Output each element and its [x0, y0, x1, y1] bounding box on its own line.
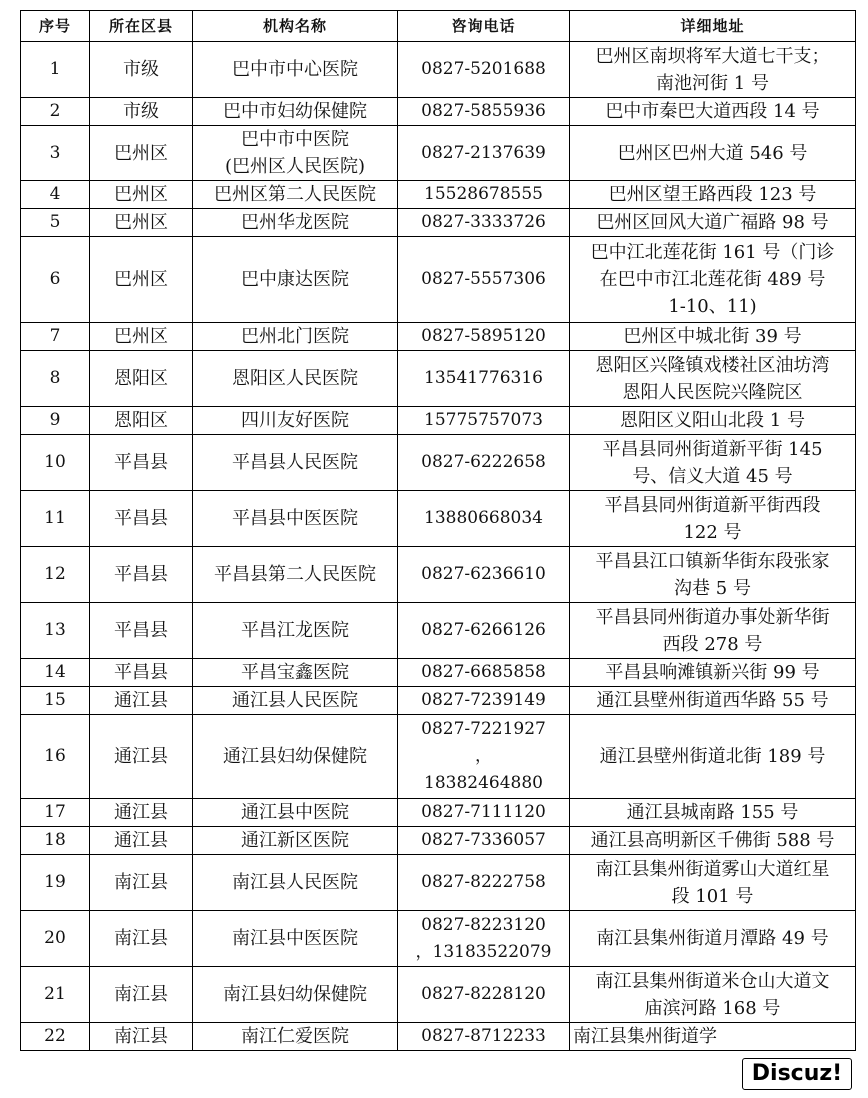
cell-name — [193, 967, 398, 1023]
cell-index: 10 — [21, 435, 90, 491]
cell-address — [570, 715, 856, 799]
cell-phone-line: 0827-5855936 — [421, 101, 546, 121]
cell-address-line: 在巴中市江北莲花街 489 号 — [599, 269, 826, 290]
cell-index: 11 — [21, 491, 90, 547]
cell-name-line: 通江县中医院 — [241, 802, 349, 823]
cell-name — [193, 1023, 398, 1051]
cell-name — [193, 687, 398, 715]
cell-name — [193, 855, 398, 911]
cell-index: 19 — [21, 855, 90, 911]
cell-index: 18 — [21, 827, 90, 855]
cell-district: 通江县 — [90, 827, 193, 855]
cell-name-line: 巴中市中心医院 — [232, 59, 358, 80]
cell-phone — [398, 715, 570, 799]
table-body — [21, 42, 856, 1051]
cell-phone-line: 0827-8222758 — [421, 872, 546, 892]
cell-address-line: 段 101 号 — [671, 885, 754, 907]
cell-name-line: 平昌县中医医院 — [232, 508, 358, 529]
cell-address-line: 平昌县响滩镇新兴街 99 号 — [605, 662, 820, 683]
cell-district: 巴州区 — [90, 126, 193, 181]
cell-name-line: 南江县人民医院 — [232, 872, 358, 893]
header-index: 序号 — [21, 11, 90, 42]
cell-name — [193, 911, 398, 967]
cell-phone-line: 0827-5557306 — [421, 269, 546, 289]
cell-index: 22 — [21, 1023, 90, 1051]
table-row — [21, 181, 856, 209]
cell-index: 16 — [21, 715, 90, 799]
discuz-watermark: Discuz! — [742, 1058, 852, 1090]
cell-name-line: (巴州区人民医院) — [224, 156, 366, 177]
cell-district: 南江县 — [90, 1023, 193, 1051]
cell-address — [570, 209, 856, 237]
cell-phone-line: 18382464880 — [424, 773, 543, 793]
cell-name — [193, 42, 398, 98]
table-row — [21, 967, 856, 1023]
cell-phone — [398, 491, 570, 547]
cell-district: 通江县 — [90, 799, 193, 827]
cell-phone — [398, 659, 570, 687]
cell-address-line: 通江县壁州街道西华路 55 号 — [596, 690, 829, 711]
header-district: 所在区县 — [90, 11, 193, 42]
cell-index: 3 — [21, 126, 90, 181]
table-row — [21, 351, 856, 407]
cell-name-line: 平昌县第二人民医院 — [214, 564, 376, 585]
cell-phone-line: 0827-8223120 — [421, 914, 546, 935]
cell-index: 15 — [21, 687, 90, 715]
cell-phone — [398, 603, 570, 659]
cell-address — [570, 407, 856, 435]
table-row — [21, 911, 856, 967]
cell-phone-line: 0827-7336057 — [421, 830, 546, 850]
table-row — [21, 435, 856, 491]
cell-name — [193, 435, 398, 491]
cell-address-line: 通江县高明新区千佛街 588 号 — [590, 830, 835, 851]
cell-district: 恩阳区 — [90, 407, 193, 435]
cell-address-line: 平昌县同州街道新平街 145 — [602, 438, 823, 460]
cell-district: 南江县 — [90, 911, 193, 967]
cell-phone-line: 0827-7239149 — [421, 690, 546, 710]
cell-name — [193, 126, 398, 181]
cell-name-line: 平昌江龙医院 — [241, 620, 349, 641]
cell-phone — [398, 42, 570, 98]
table-row — [21, 42, 856, 98]
cell-phone-line: ， — [475, 746, 492, 766]
cell-name-line: 巴中市妇幼保健院 — [223, 101, 367, 122]
cell-phone — [398, 181, 570, 209]
cell-district: 平昌县 — [90, 435, 193, 491]
table-row — [21, 715, 856, 799]
cell-phone-line: 13880668034 — [424, 508, 543, 528]
cell-index: 4 — [21, 181, 90, 209]
cell-address-line: 南江县集州街道学 — [573, 1026, 717, 1047]
cell-address-line: 巴中市秦巴大道西段 14 号 — [605, 101, 820, 122]
cell-phone — [398, 827, 570, 855]
cell-address — [570, 491, 856, 547]
cell-district: 平昌县 — [90, 491, 193, 547]
table-row — [21, 491, 856, 547]
cell-phone — [398, 435, 570, 491]
cell-address-line: 通江县壁州街道北街 189 号 — [599, 746, 826, 767]
table-row — [21, 827, 856, 855]
cell-name — [193, 181, 398, 209]
cell-address-line: 1-10、11) — [668, 296, 757, 317]
cell-name — [193, 827, 398, 855]
table-row — [21, 323, 856, 351]
header-phone: 咨询电话 — [398, 11, 570, 42]
table-row — [21, 547, 856, 603]
cell-index: 9 — [21, 407, 90, 435]
cell-phone — [398, 799, 570, 827]
cell-name — [193, 491, 398, 547]
cell-index: 12 — [21, 547, 90, 603]
cell-name-line: 巴州区第二人民医院 — [214, 184, 376, 205]
cell-address — [570, 855, 856, 911]
cell-name — [193, 209, 398, 237]
header-address: 详细地址 — [570, 11, 856, 42]
cell-address — [570, 126, 856, 181]
cell-district: 巴州区 — [90, 237, 193, 323]
cell-phone — [398, 126, 570, 181]
cell-phone — [398, 1023, 570, 1051]
cell-address — [570, 323, 856, 351]
cell-name-line: 平昌县人民医院 — [232, 452, 358, 473]
cell-phone-line: 0827-7221927 — [421, 719, 546, 739]
cell-index: 6 — [21, 237, 90, 323]
cell-name — [193, 351, 398, 407]
cell-address — [570, 237, 856, 323]
cell-phone-line: 0827-6222658 — [421, 452, 546, 472]
cell-phone-line: 15775757073 — [424, 410, 543, 430]
cell-phone-line: 15528678555 — [424, 184, 543, 204]
cell-address-line: 西段 278 号 — [662, 633, 763, 655]
cell-phone — [398, 237, 570, 323]
cell-name — [193, 715, 398, 799]
table-row — [21, 799, 856, 827]
table-row — [21, 603, 856, 659]
cell-district: 平昌县 — [90, 547, 193, 603]
cell-phone-line: 0827-2137639 — [421, 142, 546, 163]
cell-address — [570, 181, 856, 209]
cell-name — [193, 407, 398, 435]
cell-address-line: 通江县城南路 155 号 — [626, 802, 799, 823]
cell-address — [570, 827, 856, 855]
cell-district: 巴州区 — [90, 181, 193, 209]
cell-district: 平昌县 — [90, 659, 193, 687]
cell-address-line: 号、信义大道 45 号 — [632, 465, 793, 487]
cell-district: 平昌县 — [90, 603, 193, 659]
cell-index: 5 — [21, 209, 90, 237]
cell-name-line: 通江县人民医院 — [232, 690, 358, 711]
cell-phone-line: ，13183522079 — [415, 941, 552, 962]
cell-address — [570, 799, 856, 827]
cell-address-line: 恩阳区兴隆镇戏楼社区油坊湾 — [595, 354, 830, 376]
cell-name-line: 通江新区医院 — [241, 830, 349, 851]
cell-address-line: 巴州区回风大道广福路 98 号 — [596, 212, 829, 233]
cell-district: 通江县 — [90, 687, 193, 715]
cell-address — [570, 603, 856, 659]
header-name: 机构名称 — [193, 11, 398, 42]
cell-index: 2 — [21, 98, 90, 126]
cell-address — [570, 911, 856, 967]
table-row — [21, 659, 856, 687]
cell-address-line: 巴州区南坝将军大道七干支； — [595, 45, 830, 67]
table-row — [21, 855, 856, 911]
cell-district: 市级 — [90, 42, 193, 98]
cell-phone-line: 13541776316 — [424, 368, 543, 388]
cell-name-line: 恩阳区人民医院 — [232, 368, 358, 389]
cell-name — [193, 659, 398, 687]
cell-address-line: 巴中江北莲花街 161 号（门诊 — [590, 242, 835, 263]
cell-district: 巴州区 — [90, 323, 193, 351]
cell-index: 21 — [21, 967, 90, 1023]
cell-address-line: 巴州区望王路西段 123 号 — [608, 184, 817, 205]
cell-address-line: 南池河街 1 号 — [656, 72, 769, 94]
cell-district: 通江县 — [90, 715, 193, 799]
cell-name-line: 四川友好医院 — [241, 410, 349, 431]
cell-phone — [398, 407, 570, 435]
cell-address-line: 平昌县江口镇新华街东段张家 — [595, 550, 830, 572]
cell-phone — [398, 967, 570, 1023]
hospital-table — [20, 10, 856, 1051]
cell-address — [570, 659, 856, 687]
cell-district: 南江县 — [90, 855, 193, 911]
cell-phone — [398, 98, 570, 126]
cell-name-line: 巴州华龙医院 — [241, 212, 349, 233]
cell-district: 市级 — [90, 98, 193, 126]
cell-address-line: 南江县集州街道米仓山大道文 — [595, 970, 830, 992]
cell-address-line: 平昌县同州街道新平街西段 — [604, 494, 821, 516]
cell-phone-line: 0827-8228120 — [421, 984, 546, 1004]
cell-name-line: 巴州北门医院 — [241, 326, 349, 347]
table-row — [21, 407, 856, 435]
cell-address — [570, 687, 856, 715]
cell-phone-line: 0827-6685858 — [421, 662, 546, 682]
cell-index: 8 — [21, 351, 90, 407]
cell-address — [570, 547, 856, 603]
cell-name — [193, 799, 398, 827]
cell-address-line: 巴州区中城北街 39 号 — [623, 326, 802, 347]
cell-index: 14 — [21, 659, 90, 687]
cell-district: 恩阳区 — [90, 351, 193, 407]
cell-phone-line: 0827-7111120 — [421, 802, 546, 822]
cell-phone-line: 0827-8712233 — [421, 1026, 546, 1046]
cell-phone — [398, 351, 570, 407]
cell-name-line: 平昌宝鑫医院 — [241, 662, 349, 683]
cell-address — [570, 42, 856, 98]
cell-name-line: 通江县妇幼保健院 — [223, 746, 367, 767]
cell-address-line: 沟巷 5 号 — [674, 577, 751, 599]
table-row — [21, 126, 856, 181]
cell-phone-line: 0827-3333726 — [421, 212, 546, 232]
table-row — [21, 209, 856, 237]
cell-name-line: 巴中市中医院 — [241, 129, 349, 150]
cell-address-line: 平昌县同州街道办事处新华街 — [595, 606, 830, 628]
cell-phone — [398, 911, 570, 967]
table-row — [21, 1023, 856, 1051]
cell-address — [570, 351, 856, 407]
cell-phone — [398, 855, 570, 911]
cell-name — [193, 323, 398, 351]
cell-name — [193, 237, 398, 323]
cell-phone — [398, 547, 570, 603]
cell-address-line: 南江县集州街道月潭路 49 号 — [596, 928, 829, 949]
cell-phone — [398, 209, 570, 237]
cell-name-line: 南江县中医医院 — [232, 928, 358, 949]
cell-address — [570, 98, 856, 126]
cell-name-line: 南江县妇幼保健院 — [223, 984, 367, 1005]
cell-name-line: 南江仁爱医院 — [241, 1026, 349, 1047]
cell-index: 17 — [21, 799, 90, 827]
cell-index: 7 — [21, 323, 90, 351]
header-row — [21, 11, 856, 42]
table-row — [21, 237, 856, 323]
table-row — [21, 98, 856, 126]
cell-index: 1 — [21, 42, 90, 98]
cell-phone-line: 0827-5201688 — [421, 59, 546, 79]
cell-phone — [398, 323, 570, 351]
cell-address-line: 恩阳区义阳山北段 1 号 — [620, 410, 805, 431]
cell-phone-line: 0827-6236610 — [421, 564, 546, 584]
table-row — [21, 687, 856, 715]
cell-address-line: 南江县集州街道雾山大道红星 — [595, 858, 830, 880]
cell-name — [193, 98, 398, 126]
cell-district: 巴州区 — [90, 209, 193, 237]
cell-index: 20 — [21, 911, 90, 967]
cell-address — [570, 1023, 856, 1051]
cell-phone — [398, 687, 570, 715]
cell-address-line: 庙滨河路 168 号 — [644, 997, 781, 1019]
cell-address-line: 122 号 — [683, 521, 742, 543]
cell-address-line: 恩阳人民医院兴隆院区 — [622, 381, 803, 403]
cell-phone-line: 0827-6266126 — [421, 620, 546, 640]
cell-name — [193, 547, 398, 603]
cell-name — [193, 603, 398, 659]
cell-phone-line: 0827-5895120 — [421, 326, 546, 346]
cell-address-line: 巴州区巴州大道 546 号 — [617, 142, 808, 164]
cell-district: 南江县 — [90, 967, 193, 1023]
cell-name-line: 巴中康达医院 — [241, 269, 349, 290]
cell-index: 13 — [21, 603, 90, 659]
cell-address — [570, 435, 856, 491]
cell-address — [570, 967, 856, 1023]
